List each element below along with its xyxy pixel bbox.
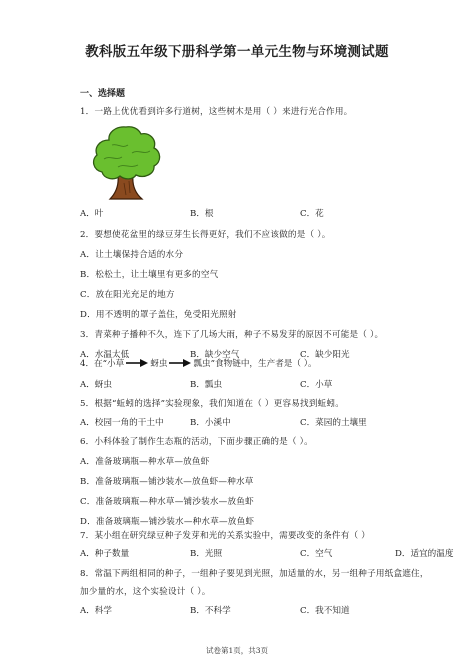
q1-option-a[interactable]: A．叶 <box>80 209 104 219</box>
q2-option-d[interactable]: D．用不透明的罩子盖住，免受阳光照射 <box>80 310 237 320</box>
q5-option-b[interactable]: B．小溪中 <box>190 418 231 428</box>
q3-option-c[interactable]: C．缺少阳光 <box>300 350 350 360</box>
q2-option-b[interactable]: B．松松土，让土壤里有更多的空气 <box>80 270 219 280</box>
q1-option-c[interactable]: C．花 <box>300 209 324 219</box>
q8-option-c[interactable]: C．我不知道 <box>300 606 350 616</box>
question-2-stem: 2．要想使花盆里的绿豆芽生长得更好，我们不应该做的是（ ）。 <box>80 230 331 240</box>
question-6-stem: 6．小科体验了制作生态瓶的活动，下面步骤正确的是（ ）。 <box>80 437 313 447</box>
q3-option-a[interactable]: A．水温太低 <box>80 350 130 360</box>
question-4-stem <box>80 357 317 369</box>
q4-stem-mid: 蚜虫 <box>150 359 168 369</box>
q6-option-c[interactable]: C．准备玻璃瓶—种水草—铺沙装水—放鱼虾 <box>80 497 254 507</box>
page-footer: 试卷第1页，共3页 <box>205 646 269 655</box>
q6-option-d[interactable]: D．准备玻璃瓶—铺沙装水—种水草—放鱼虾 <box>80 517 255 527</box>
page-title: 教科版五年级下册科学第一单元生物与环境测试题 <box>85 44 389 60</box>
q6-option-b[interactable]: B．准备玻璃瓶—铺沙装水—放鱼虾—种水草 <box>80 477 254 487</box>
q4-option-b[interactable]: B．瓢虫 <box>190 380 223 390</box>
question-7-stem: 7．某小组在研究绿豆种子发芽和光的关系实验中，需要改变的条件有（ ） <box>80 531 371 541</box>
question-8-stem-line-1: 8．常温下两组相同的种子，一组种子要见到光照，加适量的水，另一组种子用纸盒遮住， <box>80 569 429 579</box>
q7-option-d[interactable]: D．适宜的温度 <box>395 549 454 559</box>
right-arrow-icon <box>169 359 191 367</box>
q4-stem-post: 瓢虫”食物链中，生产者是（ ）。 <box>193 359 317 369</box>
q5-option-c[interactable]: C．菜园的土壤里 <box>300 418 367 428</box>
q7-option-a[interactable]: A．种子数量 <box>80 549 130 559</box>
right-arrow-icon <box>126 359 148 367</box>
q5-option-a[interactable]: A．校园一角的干土中 <box>80 418 164 428</box>
q3-option-b[interactable]: B．缺少空气 <box>190 350 240 360</box>
q7-option-b[interactable]: B．光照 <box>190 549 223 559</box>
q4-stem-pre: 4．在“小草 <box>80 359 125 369</box>
q8-option-a[interactable]: A．科学 <box>80 606 112 616</box>
q4-option-a[interactable]: A．蚜虫 <box>80 380 112 390</box>
q4-option-c[interactable]: C．小草 <box>300 380 333 390</box>
question-8-stem-line-2: 加少量的水，这个实验设计（ ）。 <box>80 587 211 597</box>
tree-illustration <box>88 123 164 203</box>
q6-option-a[interactable]: A．准备玻璃瓶—种水草—放鱼虾 <box>80 457 210 467</box>
question-3-stem: 3．青菜种子播种不久，连下了几场大雨，种子不易发芽的原因不可能是（ ）。 <box>80 330 384 340</box>
q8-option-b[interactable]: B．不科学 <box>190 606 231 616</box>
q2-option-a[interactable]: A．让土壤保持合适的水分 <box>80 250 184 260</box>
q2-option-c[interactable]: C．放在阳光充足的地方 <box>80 290 175 300</box>
q1-option-b[interactable]: B．根 <box>190 209 214 219</box>
section-heading: 一、选择题 <box>80 89 126 99</box>
question-1-stem: 1．一路上优优看到许多行道树，这些树木是用（ ）来进行光合作用。 <box>80 107 353 117</box>
question-5-stem: 5．根据“蚯蚓的选择”实验现象，我们知道在（ ）更容易找到蚯蚓。 <box>80 399 345 409</box>
q7-option-c[interactable]: C．空气 <box>300 549 333 559</box>
